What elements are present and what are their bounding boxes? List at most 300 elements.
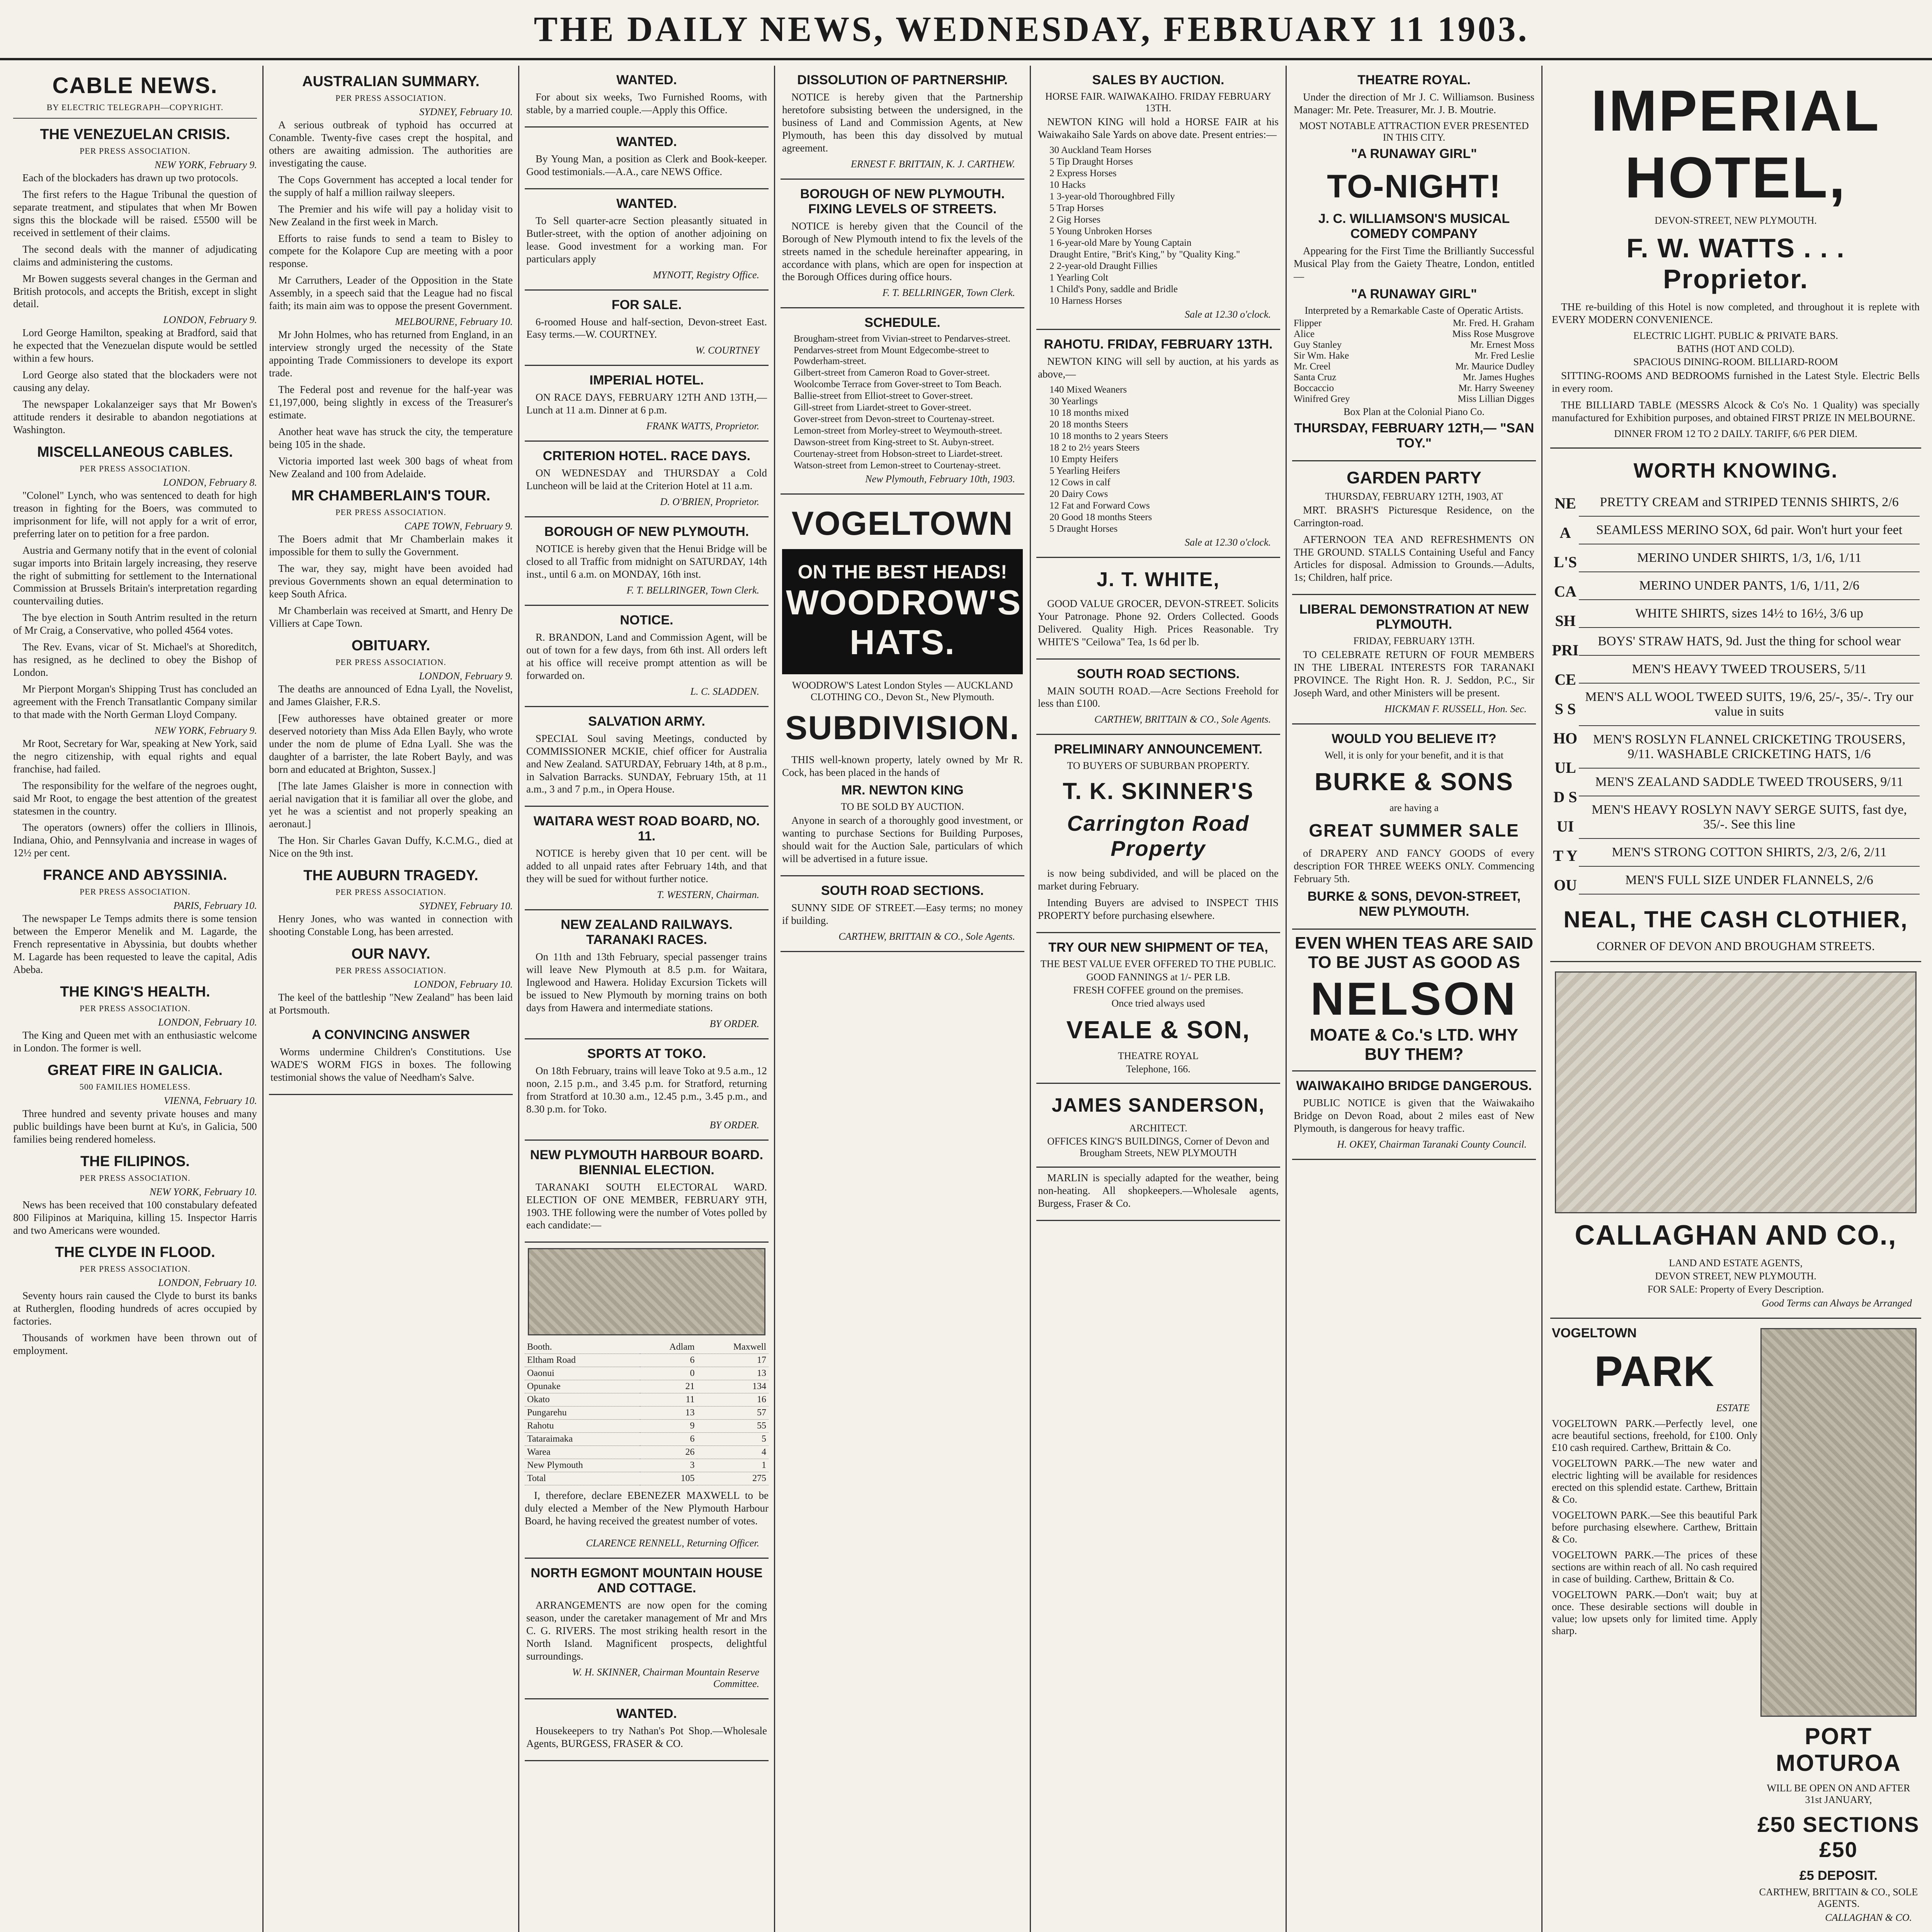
article-paragraph: The responsibility for the welfare of the negroes ought, said Mr Root, to engage the best attention of the greatest statesmen in the country. <box>13 779 257 817</box>
vote-cell: 13 <box>640 1406 697 1420</box>
bridge-title: WAIWAKAIHO BRIDGE DANGEROUS. <box>1296 1078 1532 1093</box>
article-paragraph: [Few authoresses have obtained greater or more deserved notoriety than Miss Ada Ellen Bayly, who wrote under the nom de plume of Edna Lyall. She was the daughter of a barrister, the late Robert Bayly, and was born and educated at Brighton, Sussex.] <box>269 712 513 775</box>
ad-text: Worms undermine Children's Constitutions. Use WADE'S WORM FIGS in boxes. The following testimonial shows the value of Needham's Salve. <box>270 1046 511 1083</box>
burke-addr: BURKE & SONS, DEVON-STREET, NEW PLYMOUTH. <box>1307 889 1521 919</box>
vote-cell: Opunake <box>525 1380 640 1393</box>
list-item: 30 Yearlings <box>1049 396 1098 406</box>
street-schedule <box>781 308 1024 495</box>
box-plan: Box Plan at the Colonial Piano Co. <box>1344 406 1485 417</box>
garden-more: AFTERNOON TEA AND REFRESHMENTS ON THE GROUND. STALLS Containing Useful and Fancy Articles for disposal. Admission to Grounds.—Adults, 1s; Children, half price. <box>1294 533 1534 583</box>
marlin-ad <box>1036 1168 1280 1221</box>
article-paragraph: Lord George Hamilton, speaking at Bradford, said that he expected that the Venezuelan dispute would be settled within a few hours. <box>13 327 257 364</box>
ad-sign: CARTHEW, BRITTAIN & CO., Sole Agents. <box>838 930 1015 942</box>
callaghan-title: CALLAGHAN AND CO., <box>1575 1219 1897 1251</box>
list-item: 20 Dairy Cows <box>1049 488 1108 499</box>
list-item: 10 Harness Horses <box>1049 295 1122 306</box>
ad-text: MAIN SOUTH ROAD.—Acre Sections Freehold for less than £100. <box>1038 685 1279 709</box>
ad-title: DISSOLUTION OF PARTNERSHIP. <box>797 73 1008 87</box>
white-title: J. T. WHITE, <box>1097 568 1220 591</box>
section-dateline: SYDNEY, February 10. <box>419 900 513 912</box>
vote-total-row <box>525 1472 769 1485</box>
list-item: 5 Yearling Heifers <box>1049 465 1120 476</box>
article-paragraph: Three hundred and seventy private houses and many public buildings have been burnt at Ku's, in Galicia, 500 families being rendered homeless. <box>13 1107 257 1145</box>
section-agency: PER PRESS ASSOCIATION. <box>80 1003 190 1013</box>
vote-cell: 55 <box>697 1420 769 1433</box>
hotel-note: SITTING-ROOMS AND BEDROOMS furnished in the Latest Style. Electric Bells in every room. <box>1552 369 1920 394</box>
cast-role: Boccaccio <box>1294 383 1334 393</box>
list-item: Brougham-street from Vivian-street to Pendarves-street. <box>794 333 1011 344</box>
list-item: 140 Mixed Weaners <box>1049 384 1127 395</box>
vote-table <box>525 1341 769 1485</box>
section-dateline: PARIS, February 10. <box>173 900 257 912</box>
vogeltown-title: VOGELTOWN <box>791 505 1014 543</box>
ad-text: For about six weeks, Two Furnished Rooms, with stable, by a married couple.—Apply this Office. <box>526 91 767 116</box>
nelson-top: EVEN WHEN TEAS ARE SAID TO BE JUST AS GOOD AS <box>1295 933 1533 972</box>
vote-cell: 17 <box>697 1354 769 1367</box>
shirt-price-row: MERINO UNDER SHIRTS, 1/3, 1/6, 1/11 <box>1579 544 1920 572</box>
garden-party-ad <box>1292 461 1536 595</box>
woodrows-hats-ad <box>782 549 1023 674</box>
section-agency: PER PRESS ASSOCIATION. <box>335 93 446 103</box>
cast-row <box>1294 318 1534 329</box>
ad-text: R. BRANDON, Land and Commission Agent, will be out of town for a few days, from 6th inst. All orders left at his office will receive prompt attention as will be forwarded on. <box>526 631 767 681</box>
sanderson-sub: ARCHITECT. <box>1129 1122 1187 1134</box>
summary-sections <box>269 73 513 1017</box>
vote-total-cell: Total <box>525 1472 640 1485</box>
vogeltown-park-ad <box>1550 1319 1921 1932</box>
article-paragraph: A serious outbreak of typhoid has occurred at Conamble. Twenty-five cases crept the hospital, and others are awaiting admission. The authorities are investigating the cause. <box>269 119 513 169</box>
cast-list <box>1294 318 1534 405</box>
section-agency: PER PRESS ASSOCIATION. <box>80 1264 190 1274</box>
ad-sign: T. WESTERN, Chairman. <box>657 889 759 901</box>
vpark-body <box>1552 1323 1920 1926</box>
moturoa-sub: WILL BE OPEN ON AND AFTER 31st JANUARY, <box>1767 1782 1910 1805</box>
bridge-sign: H. OKEY, Chairman Taranaki County Council. <box>1337 1138 1527 1150</box>
article-paragraph: Another heat wave has struck the city, the temperature being 105 in the shade. <box>269 425 513 450</box>
subdivision-text: THIS well-known property, lately owned by Mr R. Cock, has been placed in the hands of <box>782 754 1023 779</box>
article-paragraph: Efforts to raise funds to send a team to Bisley to compete for the Kolapore Cup are meeting with a poor response. <box>269 232 513 270</box>
article-paragraph: The Boers admit that Mr Chamberlain makes it impossible for them to sully the Government. <box>269 533 513 558</box>
table-row <box>525 1367 769 1380</box>
vote-cell: Okato <box>525 1393 640 1406</box>
cable-news-subtitle: BY ELECTRIC TELEGRAPH—COPYRIGHT. <box>46 102 224 112</box>
classified-ad <box>525 442 769 517</box>
shirt-price-row: MEN'S STRONG COTTON SHIRTS, 2/3, 2/6, 2/11 <box>1579 839 1920 867</box>
cable-news-title: CABLE NEWS. <box>52 73 218 98</box>
ad-title: FOR SALE. <box>611 297 682 312</box>
classified-ad <box>525 910 769 1039</box>
rahotu-title: RAHOTU. FRIDAY, FEBRUARY 13TH. <box>1044 337 1273 352</box>
cast-actor: Mr. Ernest Moss <box>1470 339 1534 350</box>
horse-time: Sale at 12.30 o'clock. <box>1185 308 1271 320</box>
house-illustration <box>1555 971 1917 1213</box>
callaghan2-line: CALLAGHAN & CO. <box>1825 1912 1912 1923</box>
section-heading: OUR NAVY. <box>351 946 430 963</box>
vote-cell: New Plymouth <box>525 1459 640 1472</box>
ad-text: SUNNY SIDE OF STREET.—Easy terms; no money if building. <box>782 902 1023 926</box>
shirts-block <box>1552 489 1920 900</box>
masthead-title: THE DAILY NEWS, WEDNESDAY, FEBRUARY 11 1903. <box>534 9 1529 49</box>
south-road-sections-ad <box>781 876 1024 952</box>
list-item: 12 Cows in calf <box>1049 477 1111 488</box>
cast-row <box>1294 350 1534 361</box>
article-paragraph: The newspaper Lokalanzeiger says that Mr Bowen's attitude renders it desirable to abandon negotiations at Washington. <box>13 398 257 435</box>
list-item: Draught Entire, "Brit's King," by "Quality King." <box>1049 249 1240 260</box>
sanderson-title: JAMES SANDERSON, <box>1051 1094 1265 1116</box>
vpark-item: VOGELTOWN PARK.—The prices of these sections are within reach of all. No cash required in case of building. Carthew, Brittain & Co. <box>1552 1549 1757 1585</box>
ad-sign: F. T. BELLRINGER, Town Clerk. <box>882 287 1015 299</box>
imperial-hotel-ad <box>1550 66 1921 449</box>
list-item: 10 18 months to 2 years Steers <box>1049 430 1168 441</box>
list-item: 5 Draught Horses <box>1049 523 1118 534</box>
list-item: 5 Trap Horses <box>1049 202 1104 213</box>
auction-line: TO BE SOLD BY AUCTION. <box>841 801 964 813</box>
list-item: 1 Yearling Colt <box>1049 272 1109 283</box>
ad-sign: D. O'BRIEN, Proprietor. <box>660 496 759 508</box>
vote-cell: Oaonui <box>525 1367 640 1380</box>
vpark-item: VOGELTOWN PARK.—See this beautiful Park before purchasing elsewhere. Carthew, Brittain & Co. <box>1552 1509 1757 1545</box>
classified-ad <box>525 1039 769 1141</box>
classified-ad <box>525 606 769 707</box>
horse-fair-text: NEWTON KING will hold a HORSE FAIR at his Waiwakaiho Sale Yards on above date. Present entries:— <box>1038 116 1279 140</box>
notice-ads <box>781 66 1024 308</box>
waiwakaiho-bridge-ad <box>1292 1071 1536 1160</box>
cast-row <box>1294 329 1534 340</box>
hotel-feature: SPACIOUS DINING-ROOM. BILLIARD-ROOM <box>1633 356 1838 367</box>
section-dateline: LONDON, February 9. <box>419 670 513 682</box>
ad-text: NOTICE is hereby given that the Henui Bridge will be closed to all Traffic from midnight on SATURDAY, 14th inst., until 6 a.m. on MONDAY, 16th inst. <box>526 543 767 580</box>
article-paragraph: The King and Queen met with an enthusiastic welcome in London. The former is well. <box>13 1029 257 1054</box>
skinner-title: T. K. SKINNER'S <box>1063 778 1254 804</box>
article-paragraph: Mr Root, Secretary for War, speaking at New York, said the negro citizenship, with equal rights and equal franchise, had failed. <box>13 737 257 775</box>
cast-row <box>1294 372 1534 383</box>
summer-sale: GREAT SUMMER SALE <box>1309 820 1519 841</box>
ad-text: Housekeepers to try Nathan's Pot Shop.—Wholesale Agents, BURGESS, FRASER & CO. <box>526 1725 767 1749</box>
neal-title: NEAL, THE CASH CLOTHIER, <box>1563 906 1908 932</box>
ad-text: By Young Man, a position as Clerk and Book-keeper. Good testimonials.—A.A., care NEWS Office. <box>526 153 767 177</box>
section-dateline: NEW YORK, February 9. <box>154 724 257 736</box>
shirt-price-row: MEN'S ROSLYN FLANNEL CRICKETING TROUSERS, 9/11. WASHABLE CRICKETING HATS, 1/6 <box>1579 726 1920 769</box>
vote-cell: 57 <box>697 1406 769 1420</box>
section-dateline: NEW YORK, February 9. <box>154 159 257 170</box>
dinner-line: DINNER FROM 12 TO 2 DAILY. TARIFF, 6/6 PER DIEM. <box>1614 428 1857 439</box>
ad-text: On 18th February, trains will leave Toko at 9.5 a.m., 12 noon, 2.15 p.m., and 3.45 p.m. for Stratford, returning from Stratford at 10.30 a.m., 12.45 p.m., 3.45 p.m., and 8.30 p.m. for Toko. <box>526 1065 767 1115</box>
list-item: Gover-street from Devon-street to Courtenay-street. <box>794 414 995 425</box>
hotel-prop: F. W. WATTS . . . Proprietor. <box>1626 233 1845 294</box>
vote-cell: 6 <box>640 1433 697 1446</box>
marlin-text: MARLIN is specially adapted for the weather, being non-heating. All shopkeepers.—Wholesale agents, Burgess, Fraser & Co. <box>1038 1172 1279 1209</box>
hotel-addr: DEVON-STREET, NEW PLYMOUTH. <box>1655 215 1817 226</box>
list-item: 5 Tip Draught Horses <box>1049 156 1133 167</box>
table-row <box>525 1433 769 1446</box>
ad-text: ON RACE DAYS, FEBRUARY 12TH AND 13TH,— Lunch at 11 a.m. Dinner at 6 p.m. <box>526 391 767 416</box>
vote-cell: 4 <box>697 1446 769 1459</box>
table-row <box>525 1459 769 1472</box>
veale-phone: Telephone, 166. <box>1126 1063 1190 1075</box>
hotel-text: THE re-building of this Hotel is now completed, and throughout it is replete with EVERY MODERN CONVENIENCE. <box>1552 301 1920 325</box>
main-south-road-ad <box>1036 660 1280 735</box>
callaghan-ad <box>1550 962 1921 1319</box>
sanderson-addr: OFFICES KING'S BUILDINGS, Corner of Devon and Brougham Streets, NEW PLYMOUTH <box>1047 1136 1269 1159</box>
classified-ad <box>525 517 769 606</box>
ad-title: IMPERIAL HOTEL. <box>589 373 704 388</box>
ad-sign: ERNEST F. BRITTAIN, K. J. CARTHEW. <box>850 158 1015 170</box>
prelim-announcement: PRELIMINARY ANNOUNCEMENT. <box>1054 742 1262 757</box>
list-item: 10 Hacks <box>1049 179 1086 190</box>
article-paragraph: The second deals with the manner of adjudicating claims and administering the customs. <box>13 243 257 268</box>
cast-role: Santa Cruz <box>1294 372 1337 383</box>
vpark-item: VOGELTOWN PARK.—The new water and electric lighting will be available for residences erected on this splendid estate. Carthew, Brittain & Co. <box>1552 1457 1757 1505</box>
rahotu-ad <box>1036 330 1280 558</box>
table-row <box>525 1393 769 1406</box>
vote-header-cell: Adlam <box>640 1341 697 1354</box>
nelson-name: NELSON <box>1310 973 1518 1025</box>
classified-ad <box>525 707 769 807</box>
callaghan-sub: LAND AND ESTATE AGENTS, <box>1668 1257 1803 1269</box>
column-cable-news <box>8 66 264 1932</box>
san-toy: THURSDAY, FEBRUARY 12TH,— "SAN TOY." <box>1294 420 1534 451</box>
cast-actor: Mr. Harry Sweeney <box>1458 383 1534 393</box>
hotel-features <box>1552 330 1920 368</box>
table-row <box>525 1420 769 1433</box>
vote-cell: 9 <box>640 1420 697 1433</box>
cattle-list <box>1038 384 1279 534</box>
classified-ad <box>525 189 769 291</box>
carthew-line: CARTHEW, BRITTAIN & CO., SOLE AGENTS. <box>1759 1886 1918 1909</box>
section-dateline: SYDNEY, February 10. <box>419 106 513 117</box>
vote-cell: 1 <box>697 1459 769 1472</box>
article-paragraph: [The late James Glaisher is more in connection with aerial navigation that it is familiar all over the globe, and yet he was a scientist and not properly speaking an aeronaut.] <box>269 780 513 830</box>
vote-total-cell: 275 <box>697 1472 769 1485</box>
rahotu-text: NEWTON KING will sell by auction, at his yards as above,— <box>1038 355 1279 380</box>
tea-line: THE BEST VALUE EVER OFFERED TO THE PUBLIC. <box>1040 958 1276 970</box>
section-dateline: CAPE TOWN, February 9. <box>404 520 513 532</box>
section-heading: AUSTRALIAN SUMMARY. <box>302 73 480 90</box>
column-classified-ads <box>519 66 775 1932</box>
vote-header-cell: Maxwell <box>697 1341 769 1354</box>
garden-text: MRT. BRASH'S Picturesque Residence, on the Carrington-road. <box>1294 504 1534 529</box>
best-heads-label: ON THE BEST HEADS! <box>798 561 1007 583</box>
company-text: Appearing for the First Time the Brilliantly Successful Musical Play from the Gaiety Theatre, London, entitled— <box>1294 245 1534 282</box>
ad-title: WANTED. <box>616 196 677 211</box>
list-item: Lemon-street from Morley-street to Weymouth-street. <box>794 425 1002 436</box>
ad-text: NOTICE is hereby given that the Partnership heretofore subsisting between the undersigned, in the business of Land and Commission Agents, at New Plymouth, has been this day dissolved by mutual agreement. <box>782 91 1023 154</box>
section-dateline: MELBOURNE, February 10. <box>395 316 513 328</box>
convincing-answer-ad <box>269 1020 513 1095</box>
section-dateline: LONDON, February 9. <box>163 314 257 326</box>
list-item: 5 Young Unbroken Horses <box>1049 226 1152 236</box>
ad-title: A CONVINCING ANSWER <box>311 1027 470 1042</box>
cast-row <box>1294 361 1534 372</box>
summer-text: of DRAPERY AND FANCY GOODS of every description FOR THREE WEEKS ONLY. Commencing February 5th. <box>1294 847 1534 884</box>
tea-line: FRESH COFFEE ground on the premises. <box>1073 985 1243 996</box>
vpark-estate: ESTATE <box>1716 1402 1750 1413</box>
mountain-house-ad <box>525 1559 769 1699</box>
article-paragraph: The bye election in South Antrim resulted in the return of Mr Craig, a Conservative, who polled 4564 votes. <box>13 612 257 636</box>
article-paragraph: The Premier and his wife will pay a holiday visit to New Zealand in the first week in March. <box>269 203 513 228</box>
ad-sign: L. C. SLADDEN. <box>690 685 759 697</box>
tea-ad <box>1036 933 1280 1084</box>
list-item: 12 Fat and Forward Cows <box>1049 500 1150 511</box>
theatre-text: Under the direction of Mr J. C. Williamson. Business Manager: Mr. Pete. Treasurer, Mr. J. B. Moutrie. <box>1294 91 1534 116</box>
cast-actor: Miss Rose Musgrove <box>1452 328 1534 339</box>
vpark-top: VOGELTOWN <box>1552 1325 1637 1340</box>
hotel-title: IMPERIAL HOTEL, <box>1591 78 1881 210</box>
carrington-note: Intending Buyers are advised to INSPECT THIS PROPERTY before purchasing elsewhere. <box>1038 897 1279 922</box>
white-grocer-ad <box>1036 558 1280 660</box>
section-agency: PER PRESS ASSOCIATION. <box>80 1173 190 1183</box>
article-paragraph: Seventy hours rain caused the Clyde to burst its banks at Rutherglen, flooding hundreds of acres occupied by factories. <box>13 1290 257 1327</box>
article-paragraph: The deaths are announced of Edna Lyall, the Novelist, and James Glaisher, F.R.S. <box>269 683 513 707</box>
vote-cell: Warea <box>525 1446 640 1459</box>
callaghan-addr: DEVON STREET, NEW PLYMOUTH. <box>1655 1270 1816 1282</box>
vote-cell: 16 <box>697 1393 769 1406</box>
theatre-title: THEATRE ROYAL. <box>1357 73 1471 87</box>
list-item: Gill-street from Liardet-street to Gover-street. <box>794 402 971 413</box>
section-dateline: LONDON, February 10. <box>158 1277 257 1289</box>
liberal-demo-ad <box>1292 595 1536 724</box>
vote-cell: Pungarehu <box>525 1406 640 1420</box>
burke-title: BURKE & SONS <box>1315 768 1514 796</box>
good-terms: Good Terms can Always be Arranged <box>1762 1297 1912 1309</box>
horse-fair-ad <box>1036 66 1280 330</box>
classified-ad <box>525 366 769 442</box>
section-heading: MISCELLANEOUS CABLES. <box>37 444 233 460</box>
vote-cell: 0 <box>640 1367 697 1380</box>
vote-header-cell: Booth. <box>525 1341 640 1354</box>
ad-title: SALVATION ARMY. <box>588 714 705 729</box>
burke-text: are having a <box>1389 802 1439 814</box>
article-paragraph: News has been received that 100 constabulary defeated 800 Filipinos at Mariquina, killing 15. Inspector Harris and two Americans were wounded. <box>13 1199 257 1236</box>
liberal-date: FRIDAY, FEBRUARY 13TH. <box>1353 635 1475 647</box>
shirt-price-row: MERINO UNDER PANTS, 1/6, 1/11, 2/6 <box>1579 572 1920 600</box>
vpark-left <box>1552 1323 1757 1926</box>
tea-lines <box>1038 958 1279 1009</box>
article-paragraph: The operators (owners) offer the colliers in Illinois, Indiana, Ohio, and Pennsylvania and increase in wages of 12½ per cent. <box>13 821 257 859</box>
section-agency: PER PRESS ASSOCIATION. <box>335 887 446 897</box>
ad-title: BOROUGH OF NEW PLYMOUTH. <box>544 524 749 539</box>
garden-date: THURSDAY, FEBRUARY 12TH, 1903, AT <box>1325 490 1503 502</box>
veale-title: VEALE & SON, <box>1066 1016 1250 1044</box>
horse-list <box>1038 145 1279 306</box>
column-hotel-clothier <box>1543 66 1929 1932</box>
veale-sub: THEATRE ROYAL <box>1118 1050 1199 1062</box>
carrington-road-ad <box>1036 735 1280 933</box>
shirt-price-row: MEN'S HEAVY TWEED TROUSERS, 5/11 <box>1579 656 1920 684</box>
shirt-price-row: PRETTY CREAM and STRIPED TENNIS SHIRTS, 2/6 <box>1579 489 1920 517</box>
vpark-item: VOGELTOWN PARK.—Don't wait; buy at once. These desirable sections will double in value; low upsets only for limited time. Apply sharp. <box>1552 1588 1757 1636</box>
ad-title: NOTICE. <box>620 612 673 628</box>
article-paragraph: Mr John Holmes, who has returned from England, in an interview strongly urged the necessity of the State appointing Trade Commissioners to develope its export trade. <box>269 329 513 379</box>
auctioneer: MR. NEWTON KING <box>841 783 964 798</box>
ad-text: 6-roomed House and half-section, Devon-street East. Easy terms.—W. COURTNEY. <box>526 316 767 340</box>
article-paragraph: Austria and Germany notify that in the event of colonial sugar imports into Britain largely increasing, they reserve the right of submitting for settlement to the International Commission at Brussels Britain's interpretation regarding countervailing duties. <box>13 544 257 607</box>
list-item: Woolcombe Terrace from Gover-street to Tom Beach. <box>794 379 1002 390</box>
vote-note: I, therefore, declare EBENEZER MAXWELL to be duly elected a Member of the New Plymouth Harbour Board, he having received the greatest number of votes. <box>525 1490 769 1527</box>
burke-sons-ad <box>1292 724 1536 930</box>
cast-row <box>1294 340 1534 350</box>
article-paragraph: The newspaper Le Temps admits there is some tension between the Emperor Menelik and M. Lagarde, the French representative in Abyssinia, but doubts whether M. Lagarde has been requested to leave the capital, Adis Abeba. <box>13 913 257 975</box>
section-dateline: LONDON, February 10. <box>414 979 513 990</box>
cast-row <box>1294 394 1534 405</box>
ad-sign: F. T. BELLRINGER, Town Clerk. <box>626 584 759 596</box>
section-heading: THE VENEZUELAN CRISIS. <box>40 126 230 143</box>
ad-text: ARRANGEMENTS are now open for the coming season, under the caretaker management of Mr and Mrs C. G. RIVERS. The most striking health resort in the North Island. Magnificent prospects, delightful surroundings. <box>526 1599 767 1662</box>
hotel-feature: ELECTRIC LIGHT. PUBLIC & PRIVATE BARS. <box>1633 330 1838 341</box>
deposit-line: £5 DEPOSIT. <box>1799 1868 1878 1883</box>
section-agency: PER PRESS ASSOCIATION. <box>335 966 446 976</box>
classified-ad <box>781 180 1024 309</box>
list-item: 30 Auckland Team Horses <box>1049 145 1151 155</box>
believe-text: Well, it is only for your benefit, and it is that <box>1325 750 1503 761</box>
schedule-list <box>782 333 1023 471</box>
column-auctions <box>1031 66 1287 1932</box>
table-row <box>525 1406 769 1420</box>
ad-text: To Sell quarter-acre Section pleasantly situated in Butler-street, with the option of another adjoining on lease. Good investment for a working man. For particulars apply <box>526 214 767 265</box>
article-paragraph: The Hon. Sir Charles Gavan Duffy, K.C.M.G., died at Nice on the 9th inst. <box>269 835 513 859</box>
article-paragraph: Each of the blockaders has drawn up two protocols. <box>22 172 238 184</box>
shirt-price-row: SEAMLESS MERINO SOX, 6d pair. Won't hurt your feet <box>1579 517 1920 544</box>
section-heading: THE CLYDE IN FLOOD. <box>55 1244 215 1261</box>
shirt-price-row: MEN'S FULL SIZE UNDER FLANNELS, 2/6 <box>1579 867 1920 895</box>
shirt-price-row: BOYS' STRAW HATS, 9d. Just the thing for school wear <box>1579 628 1920 656</box>
section-dateline: LONDON, February 8. <box>163 476 257 488</box>
ad-title: WANTED. <box>616 1706 677 1721</box>
ad-text: NOTICE is hereby given that 10 per cent. will be added to all unpaid rates after February 14th, and that they will be sued for without further notice. <box>526 847 767 885</box>
cast-role: Mr. Creel <box>1294 361 1331 372</box>
list-item: Gilbert-street from Cameron Road to Gover-street. <box>794 367 990 378</box>
list-item: Watson-street from Lemon-street to Courtenay-street. <box>794 460 1001 471</box>
article-paragraph: Victoria imported last week 300 bags of wheat from New Zealand and 100 from Adelaide. <box>269 455 513 480</box>
list-item: 18 2 to 2½ years Steers <box>1049 442 1140 453</box>
cast-actor: Mr. James Hughes <box>1463 372 1534 383</box>
nelson-tea-ad <box>1292 930 1536 1071</box>
classified-ad <box>525 291 769 366</box>
ad-title: WAITARA WEST ROAD BOARD, NO. 11. <box>533 814 760 844</box>
article-paragraph: The keel of the battleship "New Zealand" has been laid at Portsmouth. <box>269 992 513 1016</box>
shirt-price-list <box>1579 489 1920 900</box>
carrington-text: is now being subdivided, and will be placed on the market during February. <box>1038 867 1279 892</box>
article-paragraph: Henry Jones, who was wanted in connection with shooting Constable Long, has been arrested. <box>269 913 513 938</box>
liberal-title: LIBERAL DEMONSTRATION AT NEW PLYMOUTH. <box>1299 602 1529 632</box>
article-paragraph: Lord George also stated that the blockaders were not causing any delay. <box>13 369 257 394</box>
article-paragraph: "Colonel" Lynch, who was sentenced to death for high treason in fighting for the Boers, was commuted to imprisonment for life, will not apply for a writ of error, preferring later on to petition for a free pardon. <box>13 489 257 539</box>
section-dateline: NEW YORK, February 10. <box>149 1186 257 1197</box>
neal-addr: CORNER OF DEVON AND BROUGHAM STREETS. <box>1596 939 1875 953</box>
article-paragraph: Mr Bowen suggests several changes in the German and British protocols, and accepts the British, except in slight detail. <box>13 272 257 310</box>
newspaper-page <box>8 66 1932 1932</box>
article-paragraph: The Cops Government has accepted a local tender for the supply of half a million railway sleepers. <box>269 173 513 198</box>
cast-role: Alice <box>1294 328 1315 339</box>
ad-text: ON WEDNESDAY and THURSDAY a Cold Luncheon will be laid at the Criterion Hotel at 11 a.m. <box>526 467 767 492</box>
ad-text: TARANAKI SOUTH ELECTORAL WARD. ELECTION OF ONE MEMBER, FEBRUARY 9TH, 1903. THE following were the number of Votes polled by each candidate:— <box>526 1181 767 1231</box>
buyers-line: TO BUYERS OF SUBURBAN PROPERTY. <box>1067 760 1250 772</box>
moturoa-title: PORT MOTUROA <box>1776 1723 1901 1776</box>
section-agency: 500 FAMILIES HOMELESS. <box>79 1082 191 1092</box>
schedule-date: New Plymouth, February 10th, 1903. <box>865 473 1015 485</box>
ad-title: BOROUGH OF NEW PLYMOUTH. FIXING LEVELS OF STREETS. <box>800 186 1005 216</box>
ad-title: NEW ZEALAND RAILWAYS. TARANAKI RACES. <box>561 917 733 947</box>
notable-line: MOST NOTABLE ATTRACTION EVER PRESENTED IN THIS CITY. <box>1299 120 1529 143</box>
sales-heading: SALES BY AUCTION. <box>1092 73 1225 87</box>
ad-sign: FRANK WATTS, Proprietor. <box>646 420 759 432</box>
cast-role: Guy Stanley <box>1294 339 1342 350</box>
vote-cell: 134 <box>697 1380 769 1393</box>
masthead <box>0 0 1932 60</box>
sanderson-ad <box>1036 1084 1280 1168</box>
section-heading: THE AUBURN TRAGEDY. <box>303 867 478 884</box>
ad-title: NEW PLYMOUTH HARBOUR BOARD. BIENNIAL ELECTION. <box>530 1147 764 1177</box>
